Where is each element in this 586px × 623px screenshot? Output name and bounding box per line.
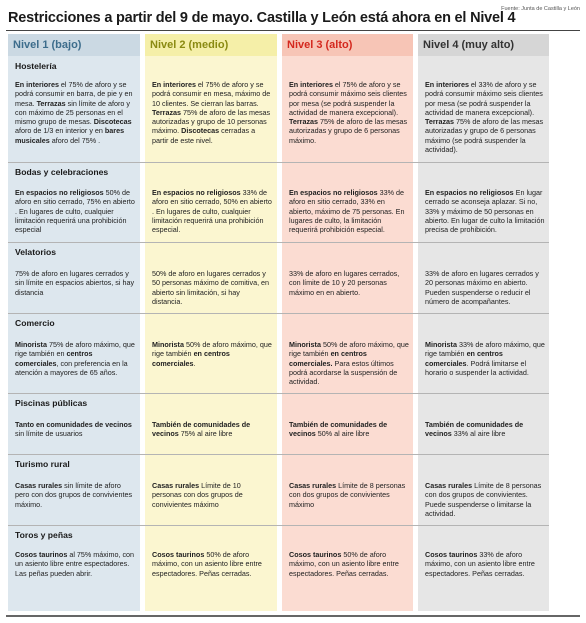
bold-text: Tanto en comunidades de vecinos xyxy=(15,420,132,429)
text: 50% de aforo máximo, que rige también xyxy=(152,340,272,359)
cell-bodas-y-celebraciones-level-2 xyxy=(152,188,272,240)
text: En lugar cerrado se aconseja aplazar. Si no, 33% y máximo de 50 personas en abierto. En lugar de culto la limitación precisa de prohibición. xyxy=(425,188,545,235)
bold-text: en centros comerciales. xyxy=(289,349,367,368)
text: 33% de aforo máximo, que rige también xyxy=(425,340,545,359)
bold-text: Minorista xyxy=(15,340,47,349)
level-2-header: Nivel 2 (medio) xyxy=(145,34,277,56)
cell-velatorios-level-1 xyxy=(15,269,135,311)
bold-text: Minorista xyxy=(152,340,184,349)
cell-piscinas-publicas-level-3 xyxy=(289,420,409,452)
cell-piscinas-publicas-level-2 xyxy=(152,420,272,452)
bold-text: También de comunidades de vecinos xyxy=(425,420,524,439)
level-4-header: Nivel 4 (muy alto) xyxy=(418,34,549,56)
bold-text: Casas rurales xyxy=(152,481,200,490)
text: sin límite de aforo y con máximo de 25 personas en el mismo grupo de mesas. xyxy=(15,98,130,127)
row-divider xyxy=(8,393,549,394)
text: Límite de 8 personas con dos grupos de convivientes máximo xyxy=(289,481,406,509)
bold-text: en centros comerciales xyxy=(152,349,230,368)
cell-toros-y-penas-level-1 xyxy=(15,550,135,609)
cell-comercio-level-1 xyxy=(15,340,135,391)
text: sin límite de usuarios xyxy=(15,429,83,439)
text: Límite de 10 personas con dos grupos de convivientes máximo xyxy=(152,481,243,509)
cell-velatorios-level-3 xyxy=(289,269,409,311)
bold-text: Discotecas xyxy=(181,126,220,136)
bold-text: En interiores xyxy=(152,80,196,89)
row-divider xyxy=(8,162,549,163)
text: 50% de aforo en lugares cerrados y 50 personas máximo de comitiva, en abierto sin limitación, si hay distancia. xyxy=(152,269,270,306)
category-title-bodas-y-celebraciones: Bodas y celebraciones xyxy=(15,167,109,177)
bold-text: Casas rurales xyxy=(425,481,473,490)
bold-text: En espacios no religiosos xyxy=(15,188,104,197)
bold-text: En espacios no religiosos xyxy=(425,188,514,197)
bold-text: Terrazas xyxy=(152,107,182,117)
category-title-comercio: Comercio xyxy=(15,318,55,328)
bold-text: En interiores xyxy=(15,80,59,89)
text: . Podrá limitarse el horario o suspender la actividad. xyxy=(425,358,529,377)
bold-text: En interiores xyxy=(425,80,469,89)
bold-text: en centros comerciales xyxy=(425,349,503,368)
text: sin límite de aforo pero con dos grupos de convivientes máximo. xyxy=(15,481,133,509)
text: Para estos últimos podrá acordarse la suspensión de actividad. xyxy=(289,358,398,387)
cell-toros-y-penas-level-4 xyxy=(425,550,545,609)
row-divider xyxy=(8,525,549,526)
page-title: Restricciones a partir del 9 de mayo. Castilla y León está ahora en el Nivel 4 xyxy=(8,10,516,26)
text: aforo de 1/3 en interior y en xyxy=(15,126,105,136)
cell-turismo-rural-level-2 xyxy=(152,481,272,523)
text: 50% de aforo máximo, con un asiento libre entre espectadores. Peñas cerradas. xyxy=(152,550,262,578)
cell-turismo-rural-level-3 xyxy=(289,481,409,523)
cell-bodas-y-celebraciones-level-1 xyxy=(15,188,135,240)
category-title-velatorios: Velatorios xyxy=(15,247,57,257)
text: al 75% máximo, con un asiento libre entre espectadores. Las peñas pueden abrir. xyxy=(15,550,135,578)
cell-comercio-level-2 xyxy=(152,340,272,391)
text: 50% de aforo máximo, que rige también xyxy=(289,340,409,359)
category-title-toros-y-penas: Toros y peñas xyxy=(15,530,73,540)
bold-text: Cosos taurinos xyxy=(289,550,342,559)
text: Límite de 8 personas con dos grupos de convivientes. Puede suspenderse o limitarse la actividad. xyxy=(425,481,542,518)
text: 75% de aforo máximo, que rige también en xyxy=(15,340,135,359)
header xyxy=(6,4,580,29)
text: cerradas a partir de este nivel. xyxy=(152,126,256,145)
cell-piscinas-publicas-level-1 xyxy=(15,420,135,452)
bold-text: Cosos taurinos xyxy=(152,550,205,559)
cell-piscinas-publicas-level-4 xyxy=(425,420,545,452)
text: 33% de aforo en sitio cerrado, 50% en abierto . En lugares de culto, cualquier limitación requerirá una prohibición especial. xyxy=(152,188,272,235)
category-title-turismo-rural: Turismo rural xyxy=(15,459,70,469)
text: 75% de aforo de las mesas autorizadas y grupo de 6 personas máximo (se podrá suspender la actividad). xyxy=(425,117,544,155)
category-title-hosteleria: Hostelería xyxy=(15,61,57,71)
bold-text: Minorista xyxy=(425,340,457,349)
bold-text: En espacios no religiosos xyxy=(289,188,378,197)
bold-text: bares musicales xyxy=(15,126,125,145)
text: 50% al aire libre xyxy=(315,429,370,439)
text: aforo del 75% . xyxy=(49,135,101,145)
bold-text: En interiores xyxy=(289,80,333,89)
bold-text: También de comunidades de vecinos xyxy=(289,420,388,439)
cell-hosteleria-level-1 xyxy=(15,80,135,160)
cell-turismo-rural-level-1 xyxy=(15,481,135,523)
cell-turismo-rural-level-4 xyxy=(425,481,545,523)
text: el 75% de aforo y se podrá consumir en barra, de pie y en mesa. xyxy=(15,80,133,108)
bold-text: Casas rurales xyxy=(15,481,63,490)
bold-text: Cosos taurinos xyxy=(425,550,478,559)
level-1-header: Nivel 1 (bajo) xyxy=(8,34,140,56)
text: el 75% de aforo y se podrá consumir en mesa, máximo de 10 clientes. Se cierran las barras. xyxy=(152,80,271,108)
row-divider xyxy=(8,313,549,314)
text: 75% al aire libre xyxy=(178,429,233,439)
text: 33% al aire libre xyxy=(451,429,506,439)
text: el 75% de aforo y se podrá consumir máximo seis clientes por mesa (se podrá suspender la actividad de manera excepcional). xyxy=(289,80,407,117)
bold-text: En espacios no religiosos xyxy=(152,188,241,197)
level-3-header: Nivel 3 (alto) xyxy=(282,34,413,56)
top-divider xyxy=(6,30,580,31)
cell-hosteleria-level-3 xyxy=(289,80,409,160)
bold-text: centros comerciales xyxy=(15,349,93,368)
row-divider xyxy=(8,454,549,455)
bold-text: Terrazas xyxy=(289,117,319,127)
text: 33% de aforo en sitio cerrado, 33% en abierto, máximo de 75 personas. En lugares de culto, la limitación requerirá prohibición especial. xyxy=(289,188,405,235)
cell-comercio-level-3 xyxy=(289,340,409,391)
text: 75% de aforo de las mesas autorizadas y grupo de 6 personas máximo. xyxy=(289,117,408,145)
cell-hosteleria-level-2 xyxy=(152,80,272,160)
text: el 33% de aforo y se podrá consumir máximo seis clientes por mesa (se podrá suspender la actividad de manera excepcional). xyxy=(425,80,543,117)
text: 50% de aforo máximo, con un asiento libre entre espectadores. Peñas cerradas. xyxy=(289,550,399,578)
cell-comercio-level-4 xyxy=(425,340,545,391)
text: 75% de aforo en lugares cerrados y sin límite en espacios abiertos, si hay distancia xyxy=(15,269,135,297)
text: 33% de aforo en lugares cerrados y 20 personas máximo en abierto. Pueden suspenderse o reducir el número de acompañantes. xyxy=(425,269,539,306)
text: 75% de aforo de las mesas autorizadas y grupo de 10 personas máximo. xyxy=(152,107,271,136)
bold-text: También de comunidades de vecinos xyxy=(152,420,251,439)
bold-text: Minorista xyxy=(289,340,321,349)
cell-velatorios-level-4 xyxy=(425,269,545,311)
cell-bodas-y-celebraciones-level-4 xyxy=(425,188,545,240)
source-note: Fuente: Junta de Castilla y León xyxy=(501,6,580,12)
bold-text: Discotecas xyxy=(93,117,132,127)
bold-text: Casas rurales xyxy=(289,481,337,490)
cell-hosteleria-level-4 xyxy=(425,80,545,160)
cell-velatorios-level-2 xyxy=(152,269,272,311)
text: 33% de aforo máximo, con un asiento libre entre espectadores. Peñas cerradas. xyxy=(425,550,535,578)
bold-text: Terrazas xyxy=(36,98,66,108)
category-title-piscinas-publicas: Piscinas públicas xyxy=(15,398,88,408)
bold-text: Cosos taurinos xyxy=(15,550,68,559)
cell-toros-y-penas-level-2 xyxy=(152,550,272,609)
cell-bodas-y-celebraciones-level-3 xyxy=(289,188,409,240)
bottom-divider xyxy=(6,615,580,617)
text: , con preferencia en la atención a mayores de 65 años. xyxy=(15,358,128,377)
cell-toros-y-penas-level-3 xyxy=(289,550,409,609)
row-divider xyxy=(8,242,549,243)
text: . xyxy=(193,358,196,368)
text: 33% de aforo en lugares cerrados, con límite de 10 y 20 personas máximo en en abierto. xyxy=(289,269,400,297)
text: 50% de aforo en sitio cerrado, 75% en abierto . En lugares de culto, cualquier limitación requerirá una prohibición especial xyxy=(15,188,135,235)
bold-text: Terrazas xyxy=(425,117,455,127)
